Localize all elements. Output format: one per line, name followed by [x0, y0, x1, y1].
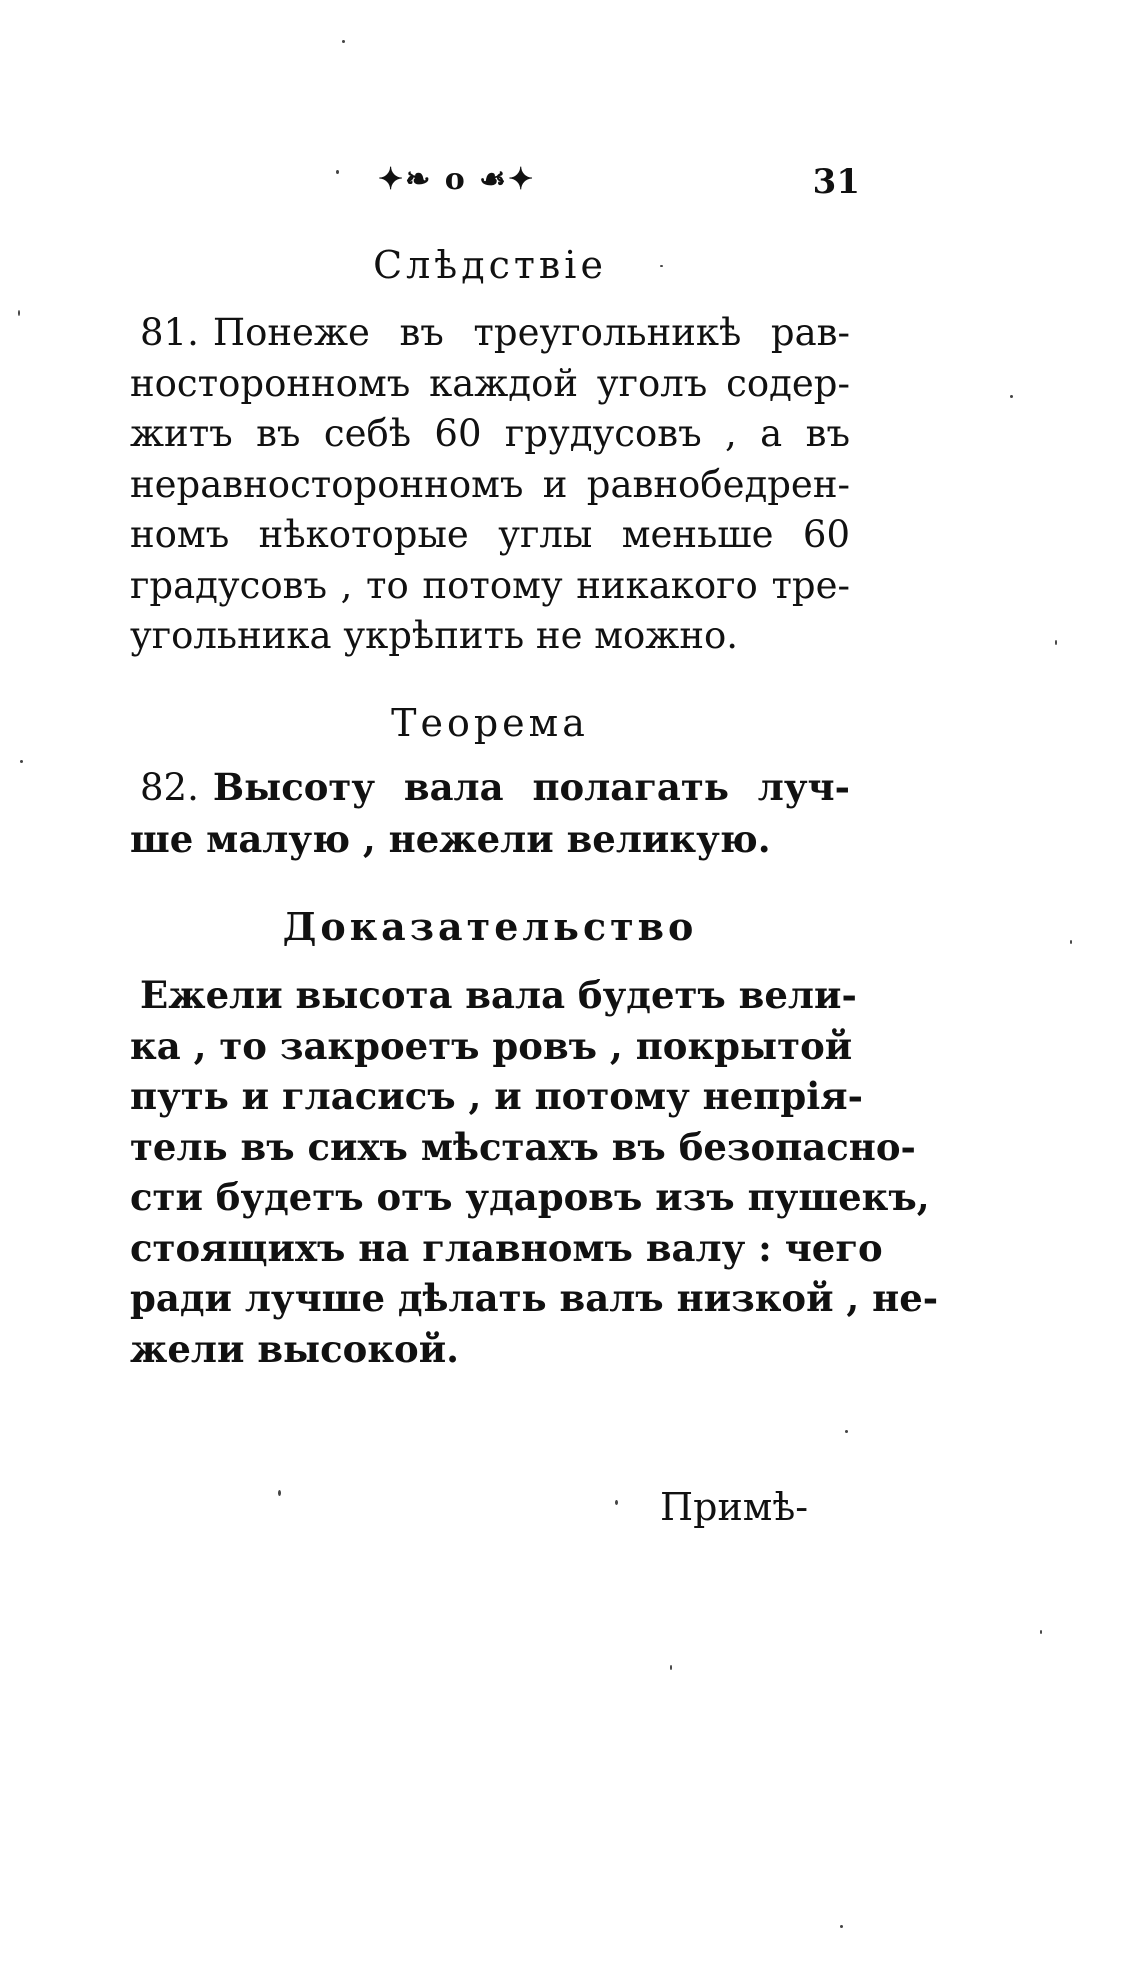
scan-speck — [1010, 395, 1013, 398]
section-paragraph — [130, 308, 850, 662]
paragraph-line: жели высокой. — [130, 1326, 460, 1371]
header-ornament: ✦❧ o ☙✦ — [378, 162, 536, 197]
paragraph-line: путь и гласисъ , и потому непрія- — [130, 1074, 863, 1118]
paragraph-line: Ежели высота вала будетъ вели- — [140, 973, 857, 1017]
scan-speck — [1040, 1630, 1042, 1634]
section-paragraph — [130, 762, 850, 864]
paragraph-line: ка , то закроетъ ровъ , покрытой — [130, 1023, 853, 1068]
scan-speck — [20, 760, 23, 763]
paragraph-line: 81. Понеже въ треугольникѣ рав- — [130, 308, 850, 359]
paragraph-line: стоящихъ на главномъ валу : чего — [130, 1225, 883, 1270]
paragraph-line: сти будетъ отъ ударовъ изъ пушекъ, — [130, 1175, 930, 1219]
scan-speck — [840, 1925, 843, 1928]
catchword: Примѣ- — [660, 1485, 809, 1529]
section-proof — [130, 902, 939, 1374]
section-heading: Слѣдствie — [373, 243, 607, 287]
paragraph-line: носторонномъ каждой уголъ содер- — [130, 361, 850, 405]
paragraph-line: ше малую , нежели великую. — [130, 816, 771, 861]
scan-speck — [278, 1490, 281, 1496]
page-number: 31 — [812, 162, 860, 202]
scan-speck — [845, 1430, 848, 1433]
scan-speck — [660, 265, 663, 267]
scan-speck — [342, 40, 345, 43]
scan-speck — [1055, 640, 1057, 645]
paragraph-number: 81. — [140, 311, 199, 354]
section-heading: Доказательство — [282, 904, 698, 949]
paragraph-line: тель въ сихъ мѣстахъ въ безопасно- — [130, 1124, 916, 1169]
section-theorem — [130, 698, 850, 864]
paragraph-line: житъ въ себѣ 60 грудусовъ , а въ — [130, 412, 850, 455]
section-corollary — [130, 240, 850, 662]
scan-speck — [615, 1500, 618, 1505]
scan-speck — [336, 170, 339, 174]
paragraph-line: градусовъ , то потому никакого тре- — [130, 563, 850, 607]
scan-speck — [670, 1665, 672, 1670]
scan-speck — [1070, 940, 1072, 944]
paragraph-line: номъ нѣкоторые углы меньше 60 — [130, 513, 850, 556]
paragraph-line: ради лучше дѣлать валъ низкой , не- — [130, 1276, 939, 1320]
section-paragraph — [130, 970, 939, 1374]
page-header — [330, 162, 860, 212]
paragraph-number: 82. — [140, 766, 199, 809]
paragraph-line: 82. Высоту вала полагать луч- — [130, 762, 850, 814]
scan-speck — [18, 310, 20, 316]
paragraph-line: неравносторонномъ и равнобедрен- — [130, 462, 850, 506]
section-heading: Теорема — [391, 701, 589, 745]
paragraph-line: угольника укрѣпить не можно. — [130, 614, 739, 657]
